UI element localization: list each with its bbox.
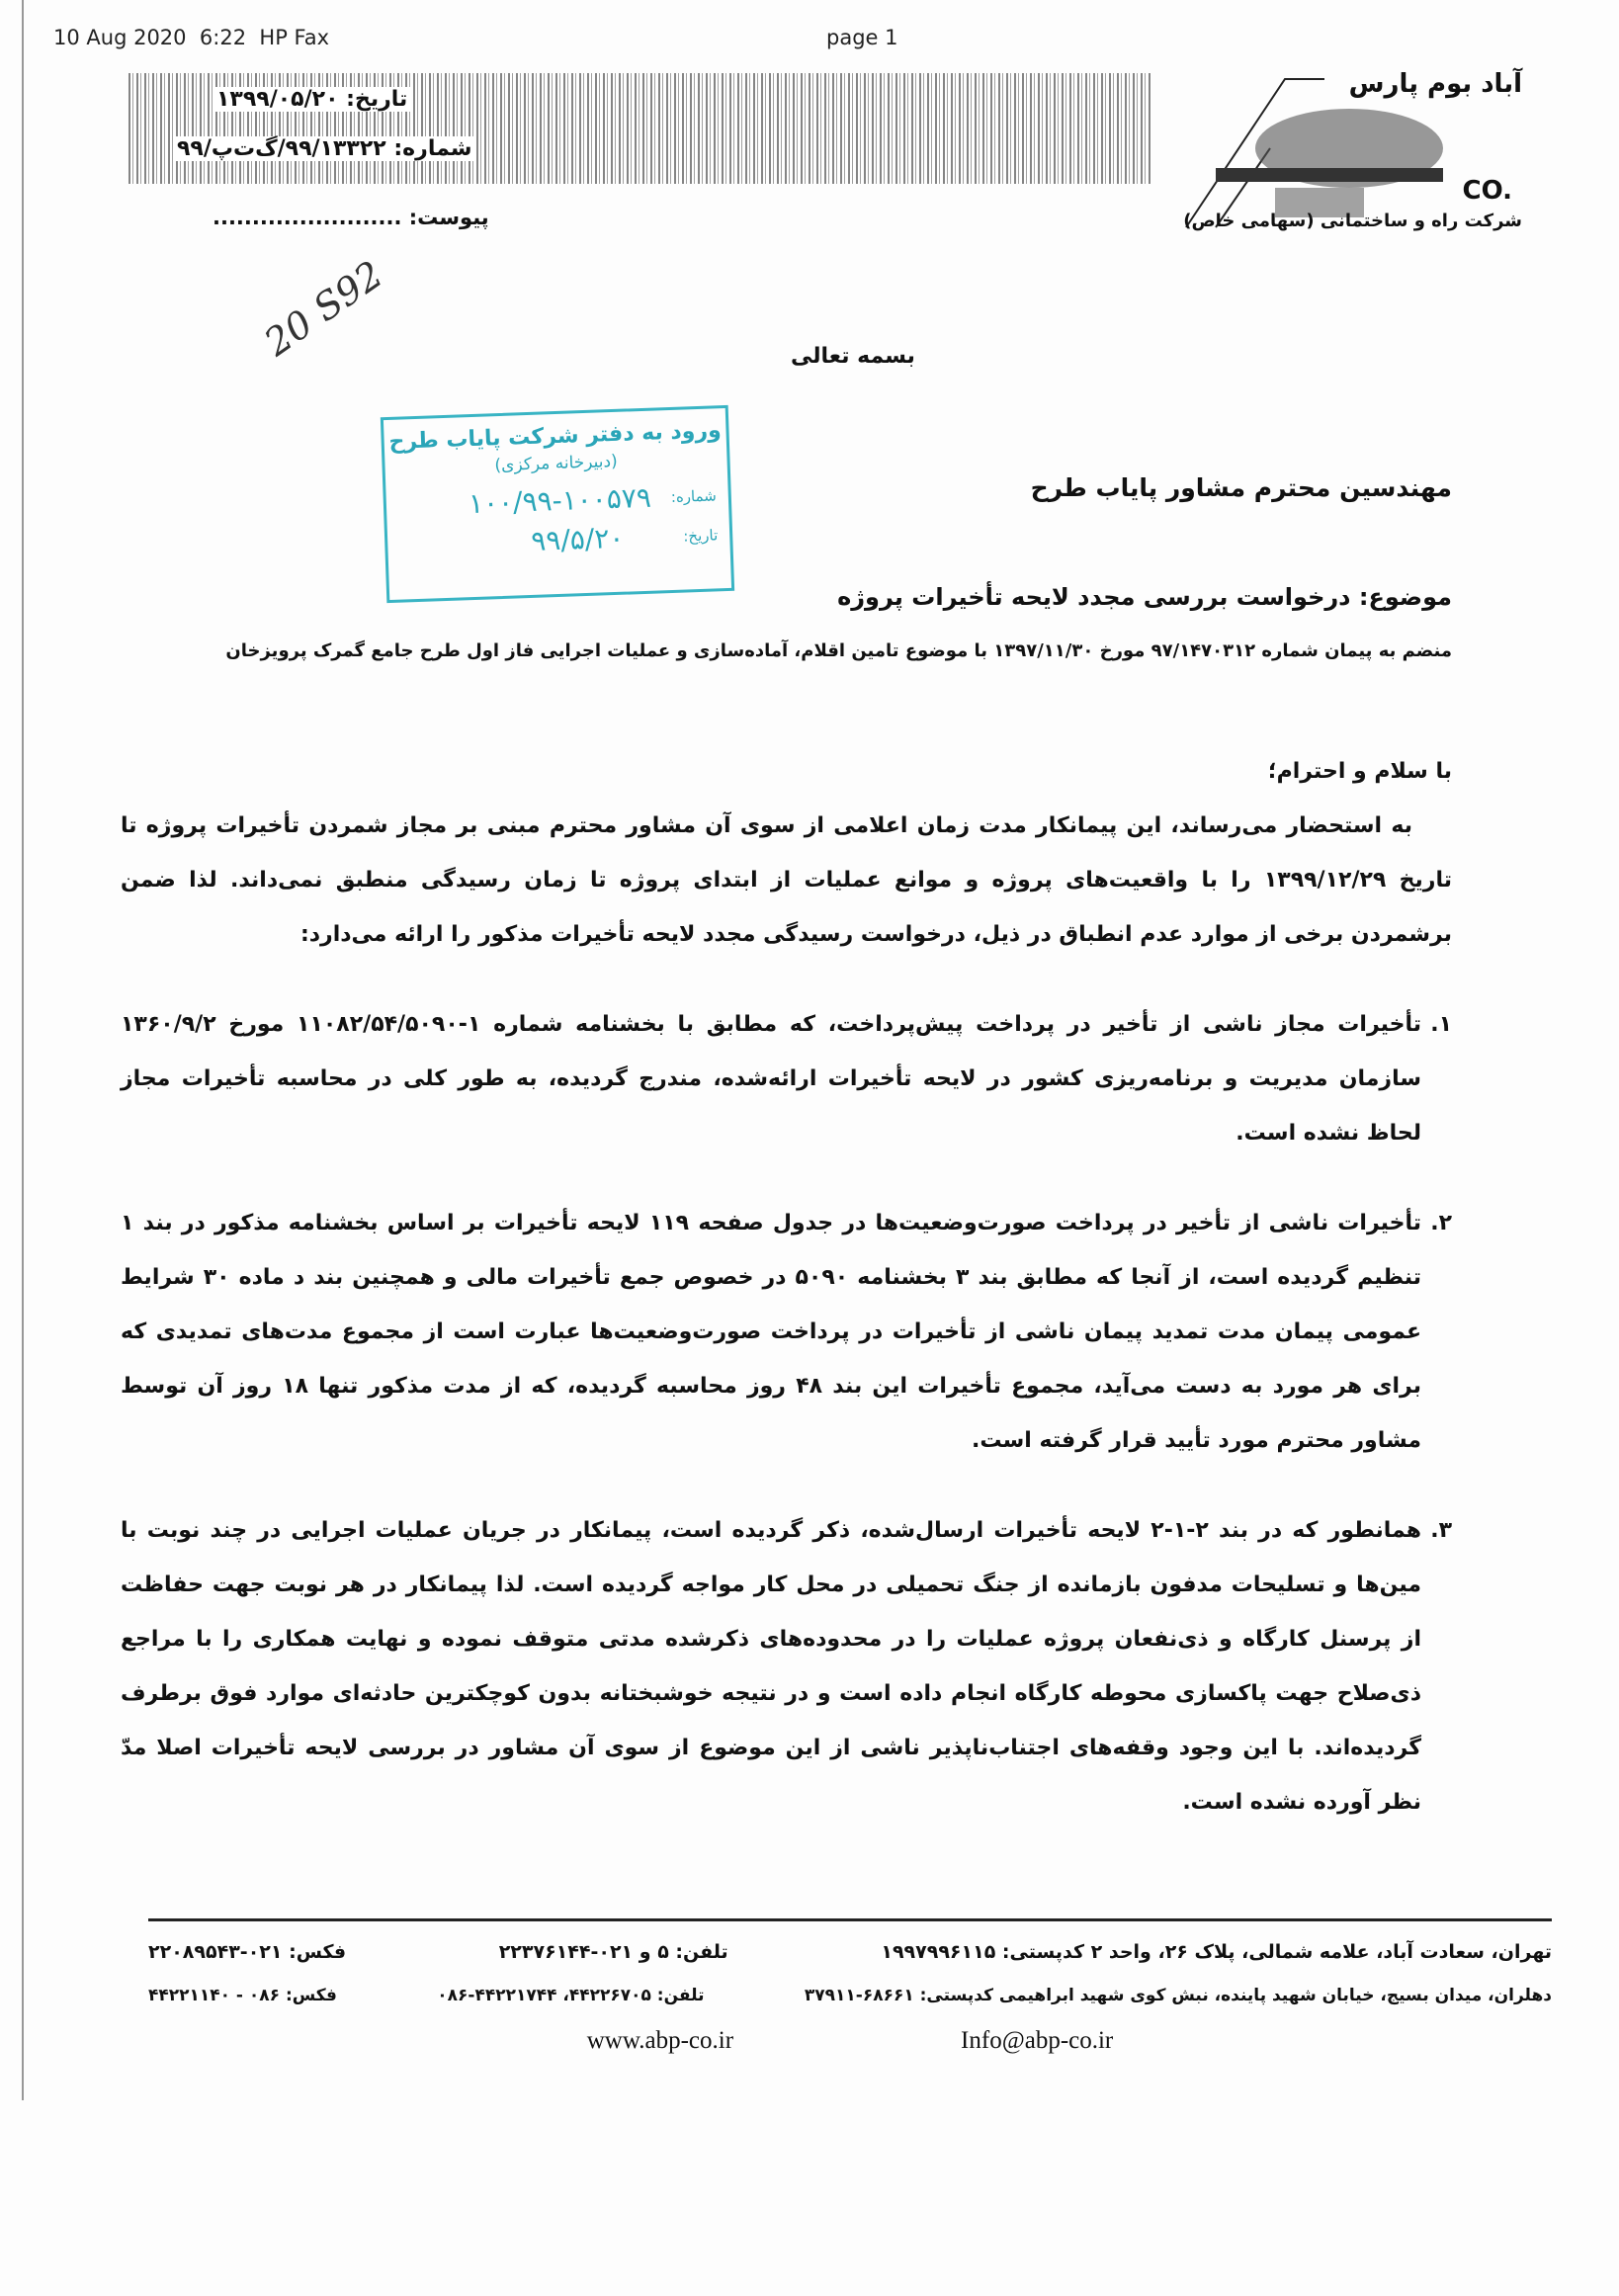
list-item-1	[121, 997, 1452, 1160]
paragraph-line: آن مشاور در بررسی لایحه تأخیرات اصلا مدّ نظر آورده نشده است.	[121, 1736, 1421, 1815]
footer-dehloran-address: دهلران، میدان بسیج، خیابان شهید پاینده، نبش کوی شهید ابراهیمی کدپستی: ۶۸۶۶۱-۳۷۹۱۱	[804, 1986, 1552, 2005]
footer-tehran-row	[148, 1939, 1552, 1965]
fax-date: 10 Aug 2020	[53, 26, 187, 49]
item-paragraph	[121, 997, 1421, 1160]
basmala: بسمه تعالی	[791, 344, 915, 369]
paragraph-line: به استحضار می‌رساند، این پیمانکار مدت زمان اعلامی از سوی آن مشاور محترم مبنی بر مجاز شمردن تأخیرات پروژه تا	[121, 813, 1412, 838]
item-number: ۲.	[1430, 1211, 1452, 1235]
letter-date: تاریخ: ۱۳۹۹/۰۵/۲۰	[213, 87, 411, 112]
greeting: با سلام و احترام؛	[1267, 759, 1452, 784]
paragraph-line: بند د ماده ۳۰ شرایط عمومی پیمان مدت تمدید پیمان ناشی از تأخیرات در پرداخت صورت‌وضعیت‌ها عبارت است از	[121, 1265, 1421, 1344]
paragraph-line: کوچکترین حادثه‌ای موارد فوق برطرف گردیده‌اند. با این وجود وقفه‌های اجتناب‌ناپذیر ناشی از این موضوع از سوی	[121, 1681, 1421, 1760]
company-co: CO.	[1462, 176, 1512, 206]
item-paragraph	[121, 1196, 1421, 1468]
footer-web-row	[148, 2026, 1552, 2056]
paragraph-line: تأخیرات مجاز ناشی از تأخیر در پرداخت پیش‌پرداخت، که مطابق با بخشنامه شماره ۱-۱۱۰۸۲/۵۴/۵۰۹۰ مورخ	[228, 1012, 1421, 1037]
fax-time: 6:22	[199, 26, 247, 49]
item-number: ۱.	[1430, 1012, 1452, 1037]
footer-divider	[148, 1918, 1552, 1921]
footer-email-link[interactable]: Info@abp-co.ir	[961, 2027, 1114, 2054]
subject: موضوع: درخواست بررسی مجدد لایحه تأخیرات پروژه	[837, 583, 1452, 611]
item-paragraph	[121, 1503, 1421, 1829]
footer-tehran-fax: فکس: ۰۲۱-۲۲۰۸۹۵۴۳	[148, 1941, 347, 1963]
handwritten-note: 20 S92	[256, 252, 391, 365]
stamp-number-label: شماره:	[670, 486, 718, 506]
stamp-title: ورود به دفتر شرکت پایاب طرح	[388, 418, 723, 455]
letter-attachment: پیوست: ........................	[213, 206, 489, 229]
footer-tehran-address: تهران، سعادت آباد، علامه شمالی، پلاک ۲۶، واحد ۲ کدپستی: ۱۹۹۷۹۹۶۱۱۵	[881, 1941, 1552, 1963]
company-name: آباد بوم پارس	[1348, 69, 1522, 99]
reference-line: منضم به پیمان شماره ۹۷/۱۴۷۰۳۱۲ مورخ ۱۳۹۷/۱۱/۳۰ با موضوع تامین اقلام، آماده‌سازی و عملیات اجرایی فاز اول طرح جامع گمرک پرویزخان	[225, 640, 1452, 661]
paragraph-line: تأخیرات مجاز لحاظ نشده است.	[121, 1066, 1421, 1146]
intro-paragraph	[121, 799, 1452, 962]
stamp-date-label: تاریخ:	[682, 526, 719, 546]
list-item-3	[121, 1503, 1452, 1829]
fax-datetime	[53, 26, 329, 49]
company-description: شرکت راه و ساختمانی (سهامی خاص)	[1183, 211, 1522, 231]
paragraph-line: نوبت جهت حفاظت از پرسنل کارگاه و ذی‌نفعان پروژه عملیات را در محدوده‌های ذکرشده مدتی متوقف نموده و	[121, 1573, 1422, 1652]
footer	[148, 1918, 1552, 2056]
letter-body	[121, 472, 1452, 1829]
paragraph-line: ۱۳۶۰/۹/۲ سازمان مدیریت و برنامه‌ریزی کشور در لایحه تأخیرات ارائه‌شده، مندرج گردیده، به طور کلی در محاسبه	[121, 1012, 1421, 1091]
stamp-number: ۱۰۰/۹۹-۱۰۰۵۷۹	[468, 480, 652, 521]
stamp-subtitle: (دبیرخانه مرکزی)	[494, 451, 619, 476]
company-logo	[1176, 69, 1522, 237]
paragraph-line: نهایت همکاری را با مراجع ذی‌صلاح جهت پاکسازی محوطه کارگاه انجام داده است و در نتیجه خوشبختانه بدون	[121, 1627, 1421, 1706]
stamp-date: ۹۹/۵/۲۰	[530, 521, 625, 557]
footer-dehloran-row	[148, 1983, 1552, 2008]
list-item-2	[121, 1196, 1452, 1468]
footer-tehran-phone: تلفن: ۵ و ۰۲۱-۲۲۳۷۶۱۴۴	[498, 1941, 728, 1963]
paragraph-line: در بند ۱ تنظیم گردیده است، از آنجا که مطابق بند ۳ بخشنامه ۵۰۹۰ در خصوص جمع تأخیرات مالی و همچنین	[121, 1211, 1421, 1290]
paragraph-line: مجموع مدت‌های تمدیدی که برای هر مورد به دست می‌آید، مجموع تأخیرات این بند ۴۸ روز محاسبه گردیده، که	[121, 1319, 1421, 1399]
paragraph-line: برخی از موارد عدم انطباق در ذیل، درخواست رسیدگی مجدد لایحه تأخیرات مذکور را ارائه می‌دارد:	[299, 922, 1344, 947]
fax-sender: HP Fax	[259, 26, 329, 49]
paragraph-line: تاریخ ۱۳۹۹/۱۲/۲۹ را با واقعیت‌های پروژه و موانع عملیات از ابتدای پروژه تا زمان رسیدگی منطبق نمی‌داند. لذا ضمن برشمردن	[121, 868, 1452, 947]
letter-number: شماره: ۹۹/۱۳۳۲۲/گ‌ت‌پ/۹۹	[173, 136, 475, 161]
paragraph-line: تأخیرات ناشی از تأخیر در پرداخت صورت‌وضعیت‌ها در جدول صفحه ۱۱۹ لایحه تأخیرات بر اساس بخشنامه مذکور	[213, 1211, 1421, 1235]
scan-margin-line	[22, 0, 24, 2100]
item-number: ۳.	[1430, 1518, 1452, 1543]
paragraph-line: از مدت مذکور تنها ۱۸ روز آن توسط مشاور محترم مورد تأیید قرار گرفته است.	[121, 1374, 1421, 1453]
paragraph-line: نوبت با مین‌ها و تسلیحات مدفون بازمانده از جنگ تحمیلی در محل کار مواجه گردیده است. لذا پیمانکار در هر	[121, 1518, 1421, 1597]
footer-dehloran-phone: تلفن: ۴۴۲۲۶۷۰۵، ۴۴۲۲۱۷۴۴-۰۸۶	[437, 1986, 705, 2005]
footer-dehloran-fax: فکس: ۰۸۶ - ۴۴۲۲۱۱۴۰	[148, 1986, 337, 2005]
addressee: مهندسین محترم مشاور پایاب طرح	[1030, 473, 1452, 502]
footer-website-link[interactable]: www.abp-co.ir	[586, 2027, 734, 2054]
fax-page: page 1	[826, 26, 898, 49]
paragraph-line: همانطور که در بند ۲-۱-۲ لایحه تأخیرات ارسال‌شده، ذکر گردیده است، پیمانکار در جریان عملیات اجرایی در چند	[210, 1518, 1422, 1543]
